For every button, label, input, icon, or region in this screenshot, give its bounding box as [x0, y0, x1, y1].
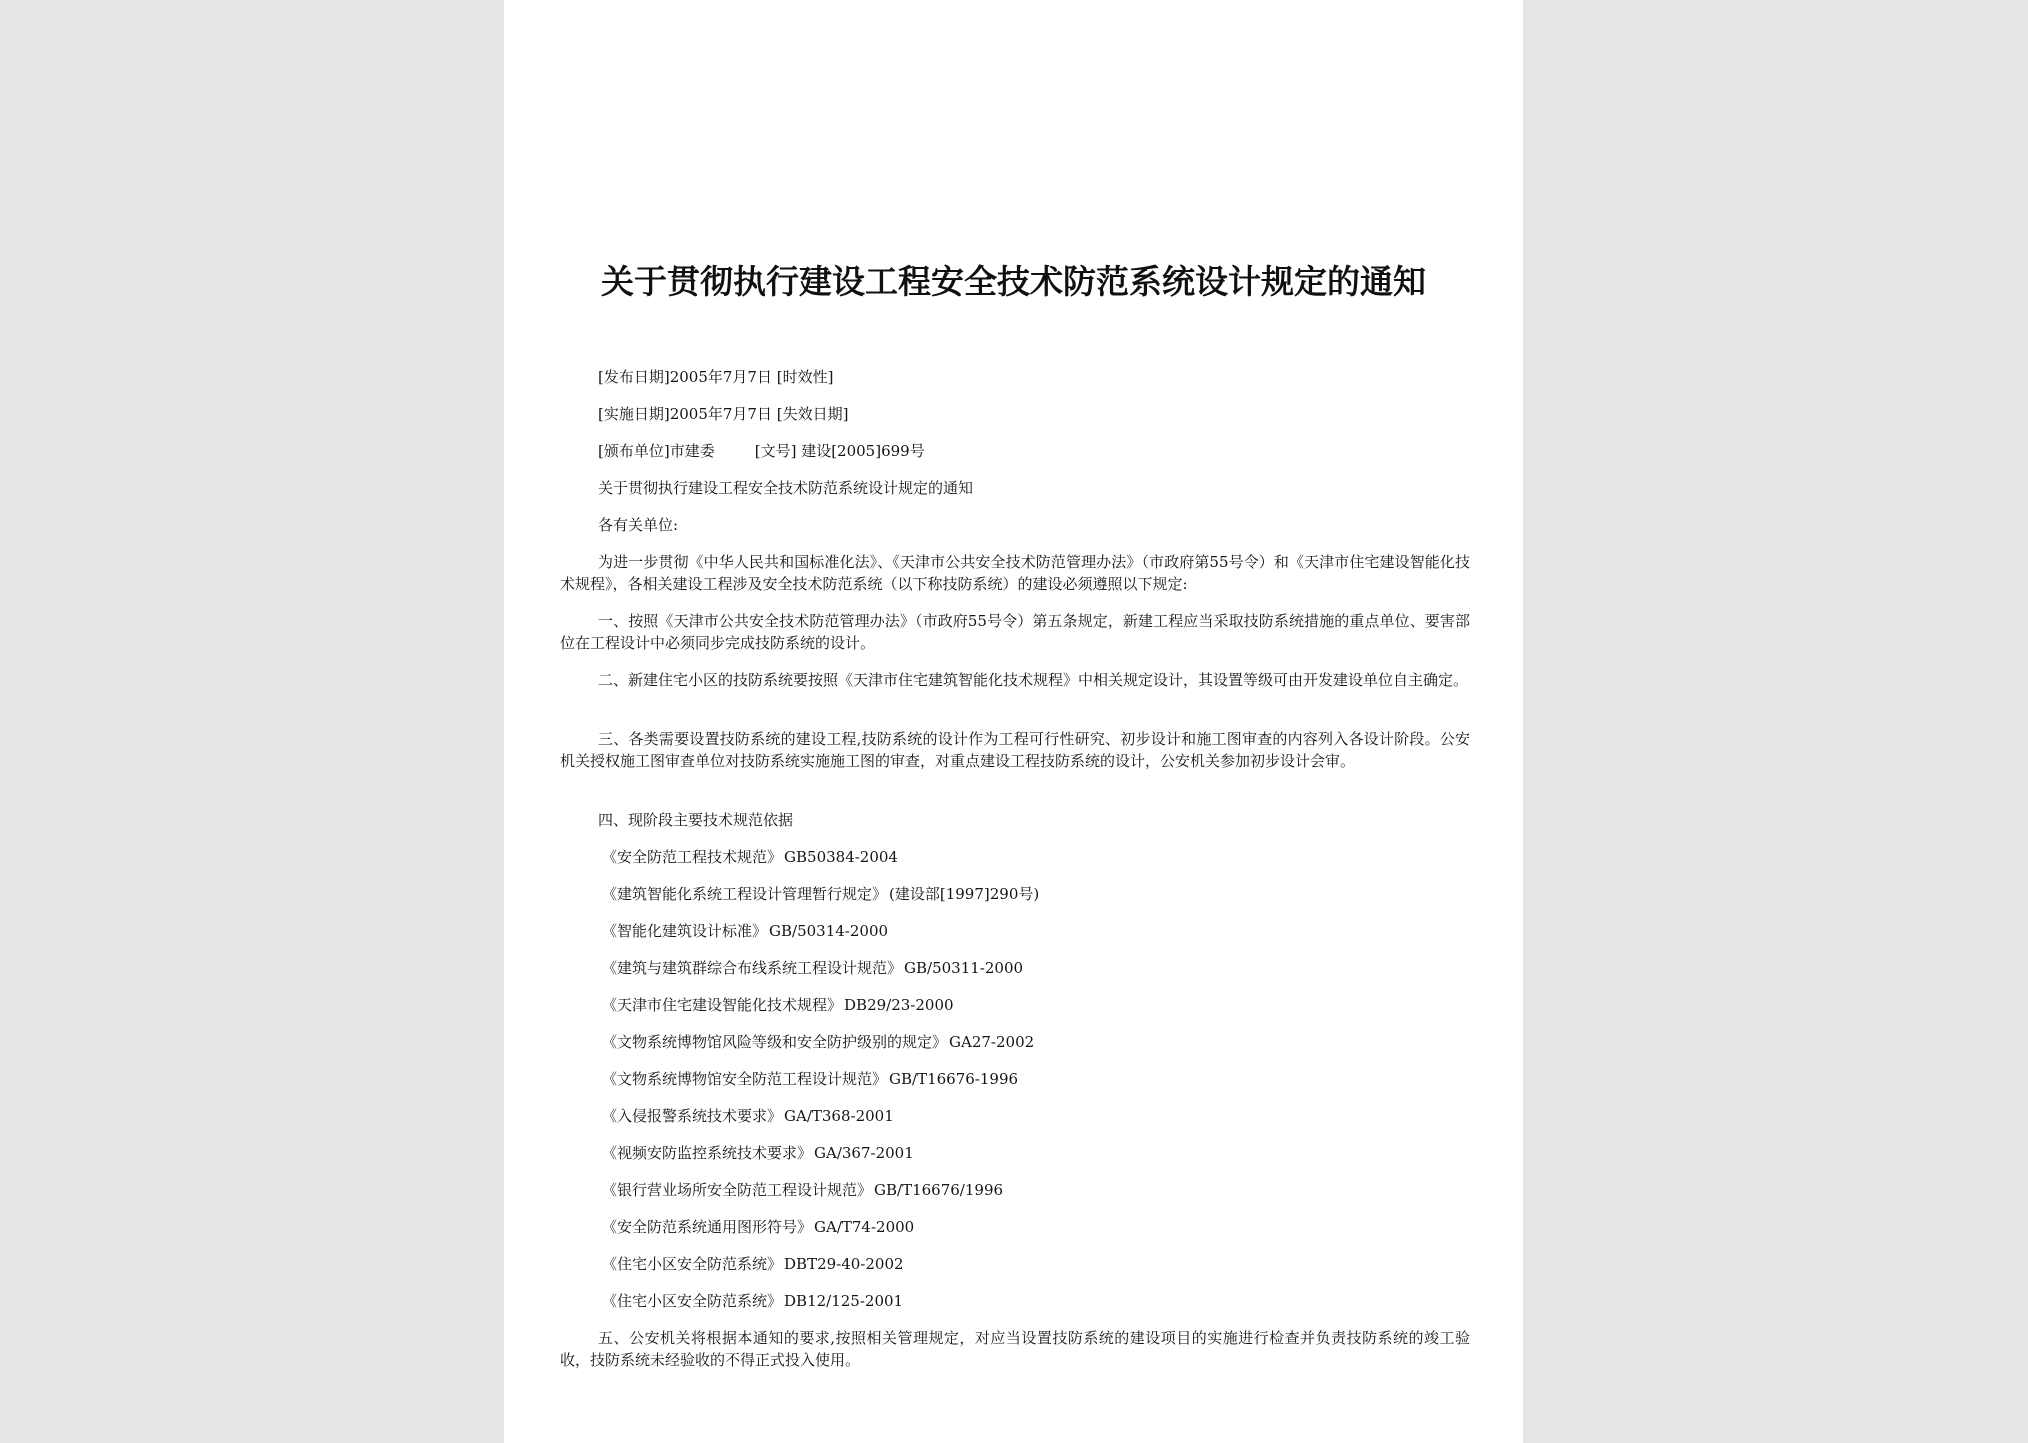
reference-item	[560, 1105, 1470, 1127]
reference-code: GA/T368-2001	[784, 1107, 894, 1125]
expiry-date: [失效日期]	[776, 405, 849, 423]
clause-1: 一、按照《天津市公共安全技术防范管理办法》（市政府55号令）第五条规定，新建工程应当采取技防系统措施的重点单位、要害部位在工程设计中必须同步完成技防系统的设计。	[560, 612, 1470, 652]
reference-code: GB/T16676-1996	[889, 1070, 1019, 1088]
reference-item	[560, 1290, 1470, 1312]
reference-name: 《文物系统博物馆风险等级和安全防护级别的规定》	[602, 1033, 948, 1051]
meta-issuer	[598, 440, 1470, 462]
reference-item	[560, 883, 1470, 905]
meta-dates-publish	[598, 366, 1470, 388]
meta-dates-effective	[598, 403, 1470, 425]
reference-item	[560, 994, 1470, 1016]
reference-code: GB50384-2004	[784, 848, 898, 866]
doc-number: [文号] 建设[2005]699号	[754, 442, 925, 460]
reference-name: 《入侵报警系统技术要求》	[602, 1107, 783, 1125]
reference-name: 《住宅小区安全防范系统》	[602, 1292, 783, 1310]
reference-name: 《建筑智能化系统工程设计管理暂行规定》	[602, 885, 888, 903]
reference-name: 《银行营业场所安全防范工程设计规范》	[602, 1181, 873, 1199]
document-title: 关于贯彻执行建设工程安全技术防范系统设计规定的通知	[601, 262, 1426, 301]
reference-name: 《天津市住宅建设智能化技术规程》	[602, 996, 843, 1014]
reference-item	[560, 1216, 1470, 1238]
reference-item	[560, 1031, 1470, 1053]
document-body	[560, 366, 1470, 1386]
salutation: 各有关单位:	[598, 516, 679, 534]
reference-item	[560, 1253, 1470, 1275]
clause-4-heading: 四、现阶段主要技术规范依据	[598, 811, 794, 829]
reference-name: 《视频安防监控系统技术要求》	[602, 1144, 813, 1162]
reference-code: GB/T16676/1996	[874, 1181, 1004, 1199]
heading-repeat: 关于贯彻执行建设工程安全技术防范系统设计规定的通知	[598, 479, 974, 497]
clause-5: 五、公安机关将根据本通知的要求,按照相关管理规定，对应当设置技防系统的建设项目的实施进行检查并负责技防系统的竣工验收，技防系统未经验收的不得正式投入使用。	[560, 1329, 1470, 1369]
clause-2: 二、新建住宅小区的技防系统要按照《天津市住宅建筑智能化技术规程》中相关规定设计，其设置等级可由开发建设单位自主确定。	[598, 671, 1469, 689]
reference-name: 《智能化建筑设计标准》	[602, 922, 768, 940]
publish-date: [发布日期]2005年7月7日	[598, 368, 772, 386]
reference-item	[560, 1179, 1470, 1201]
clause-3: 三、各类需要设置技防系统的建设工程,技防系统的设计作为工程可行性研究、初步设计和施工图审查的内容列入各设计阶段。公安机关授权施工图审查单位对技防系统实施施工图的审查，对重点建设工程技防系统的设计，公安机关参加初步设计会审。	[560, 730, 1470, 770]
reference-code: GA/367-2001	[814, 1144, 914, 1162]
document-page	[504, 0, 1523, 1443]
reference-code: GA/T74-2000	[814, 1218, 915, 1236]
reference-item	[560, 1142, 1470, 1164]
reference-code: DB12/125-2001	[784, 1292, 904, 1310]
reference-code: GA27-2002	[949, 1033, 1035, 1051]
validity: [时效性]	[776, 368, 834, 386]
reference-code: (建设部[1997]290号)	[889, 885, 1040, 903]
reference-code: GB/50311-2000	[904, 959, 1024, 977]
reference-item	[560, 846, 1470, 868]
reference-code: GB/50314-2000	[769, 922, 889, 940]
reference-name: 《安全防范系统通用图形符号》	[602, 1218, 813, 1236]
reference-code: DBT29-40-2002	[784, 1255, 904, 1273]
reference-code: DB29/23-2000	[844, 996, 954, 1014]
reference-item	[560, 957, 1470, 979]
issuer: [颁布单位]市建委	[598, 442, 715, 460]
intro-paragraph: 为进一步贯彻《中华人民共和国标准化法》、《天津市公共安全技术防范管理办法》（市政府第55号令）和《天津市住宅建设智能化技术规程》，各相关建设工程涉及安全技术防范系统（以下称技防系统）的建设必须遵照以下规定:	[560, 553, 1470, 593]
reference-item	[560, 920, 1470, 942]
effective-date: [实施日期]2005年7月7日	[598, 405, 772, 423]
reference-item	[560, 1068, 1470, 1090]
reference-name: 《建筑与建筑群综合布线系统工程设计规范》	[602, 959, 903, 977]
reference-name: 《文物系统博物馆安全防范工程设计规范》	[602, 1070, 888, 1088]
reference-name: 《住宅小区安全防范系统》	[602, 1255, 783, 1273]
reference-name: 《安全防范工程技术规范》	[602, 848, 783, 866]
